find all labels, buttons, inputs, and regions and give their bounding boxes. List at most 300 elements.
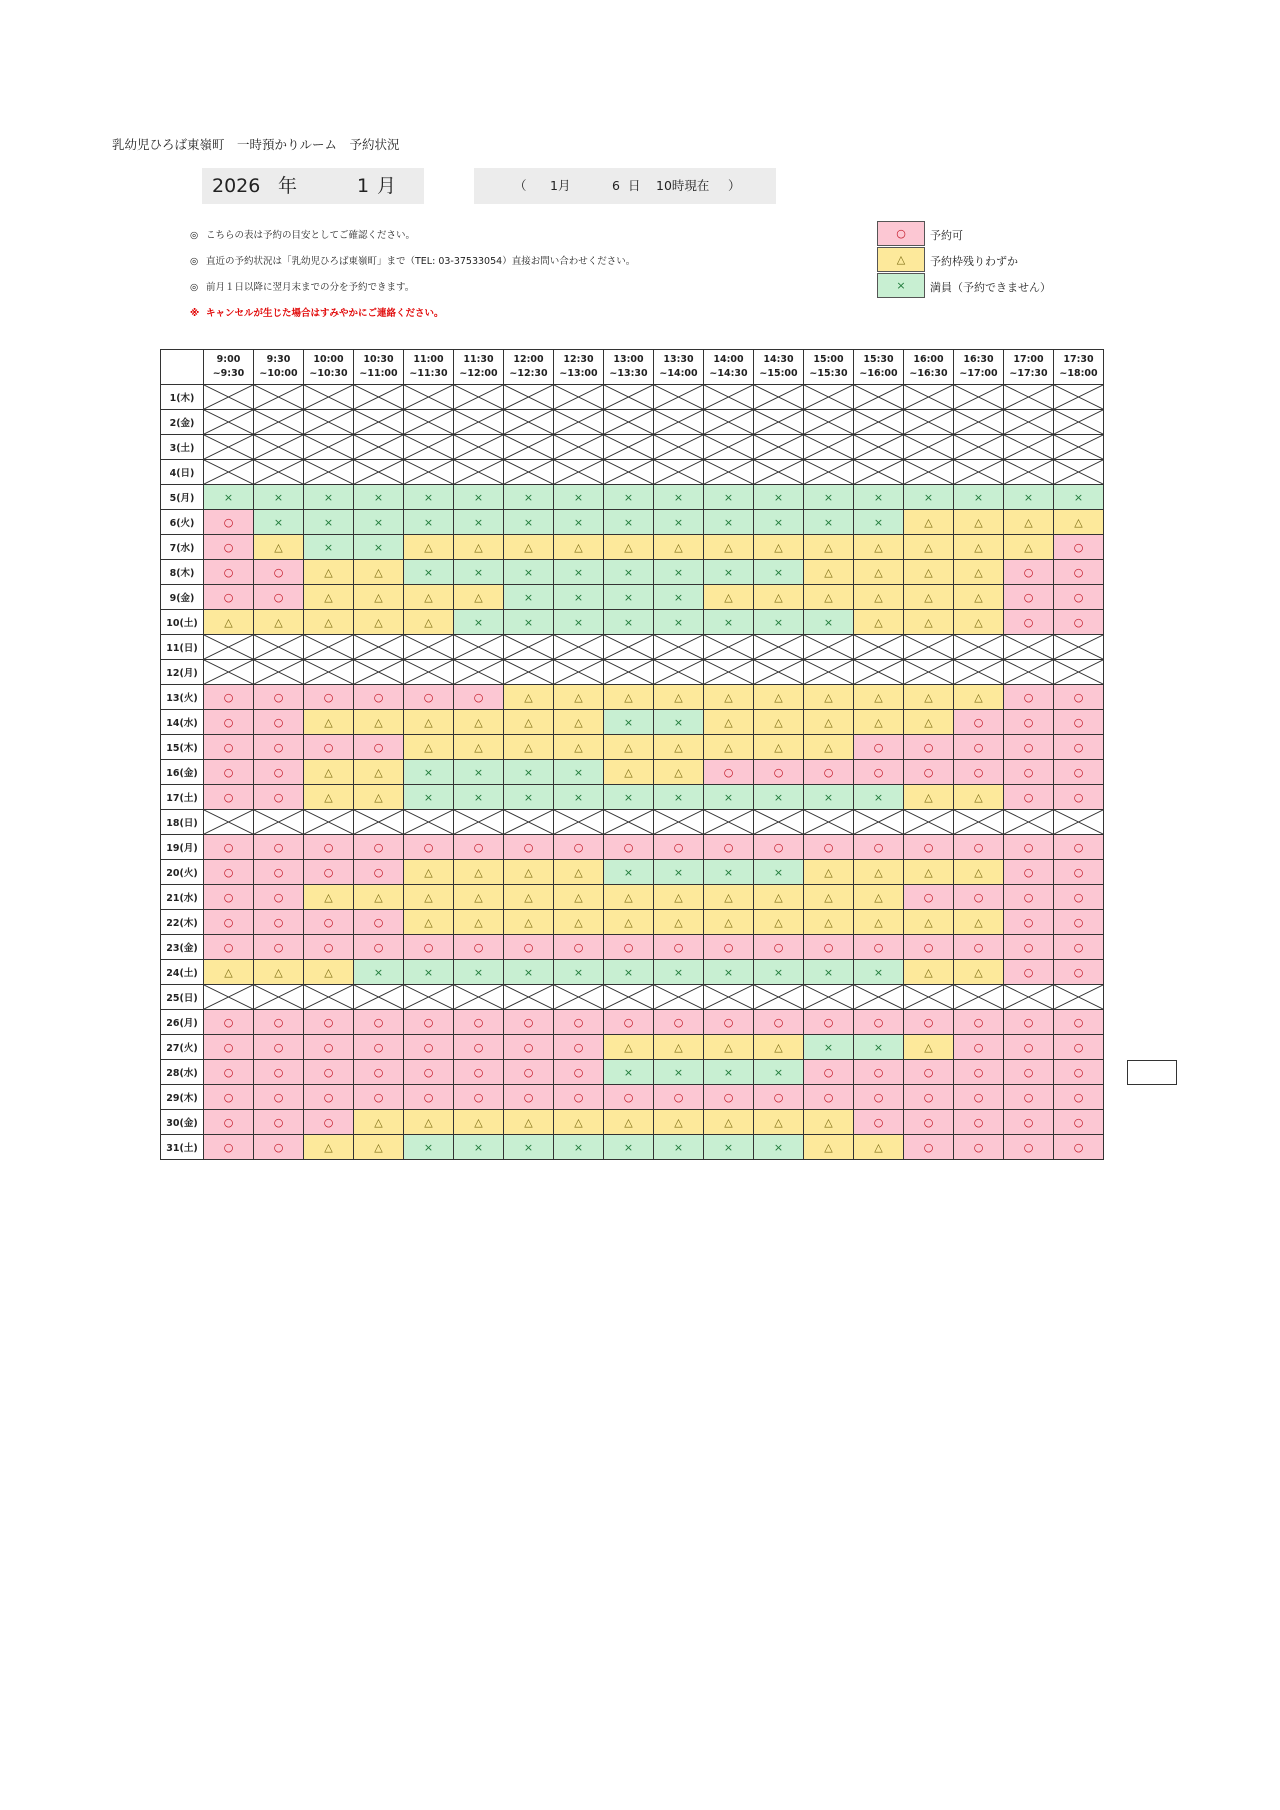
closed-cell <box>654 460 704 485</box>
closed-cell <box>454 985 504 1010</box>
slot-available: ○ <box>404 1085 454 1110</box>
slot-available: ○ <box>404 935 454 960</box>
slot-available: ○ <box>654 935 704 960</box>
legend-label-available: 予約可 <box>930 229 963 242</box>
slot-few-left: △ <box>604 760 654 785</box>
slot-available: ○ <box>404 1035 454 1060</box>
slot-full: × <box>804 960 854 985</box>
slot-available: ○ <box>1054 835 1104 860</box>
slot-start: 15:00 <box>813 354 844 365</box>
slot-full: × <box>1004 485 1054 510</box>
slot-full: × <box>404 510 454 535</box>
slot-few-left: △ <box>904 560 954 585</box>
slot-end: ~17:00 <box>959 368 998 379</box>
closed-cell <box>1004 385 1054 410</box>
closed-cell <box>904 985 954 1010</box>
day-label: 29(木) <box>161 1085 204 1110</box>
slot-full: × <box>854 1035 904 1060</box>
slot-available: ○ <box>1004 860 1054 885</box>
slot-full: × <box>654 1135 704 1160</box>
slot-full: × <box>254 510 304 535</box>
slot-available: ○ <box>854 1010 904 1035</box>
slot-available: ○ <box>1054 935 1104 960</box>
slot-available: ○ <box>354 935 404 960</box>
slot-available: ○ <box>1054 1010 1104 1035</box>
closed-cell <box>754 435 804 460</box>
note-2: ◎ 直近の予約状況は「乳幼児ひろば東嶺町」まで（TEL: 03-37533054）直接お問い合わせください。 <box>190 256 636 267</box>
slot-few-left: △ <box>804 860 854 885</box>
slot-few-left: △ <box>704 910 754 935</box>
closed-cell <box>1004 635 1054 660</box>
slot-few-left: △ <box>954 860 1004 885</box>
day-label: 17(土) <box>161 785 204 810</box>
slot-few-left: △ <box>904 910 954 935</box>
slot-few-left: △ <box>804 535 854 560</box>
closed-cell <box>354 435 404 460</box>
time-slot-header <box>704 350 754 385</box>
slot-few-left: △ <box>504 685 554 710</box>
slot-available: ○ <box>304 910 354 935</box>
slot-few-left: △ <box>204 960 254 985</box>
closed-cell <box>204 435 254 460</box>
closed-cell <box>404 410 454 435</box>
day-label: 2(金) <box>161 410 204 435</box>
slot-full: × <box>404 560 454 585</box>
slot-available: ○ <box>254 785 304 810</box>
slot-start: 11:00 <box>413 354 444 365</box>
slot-available: ○ <box>454 1010 504 1035</box>
slot-few-left: △ <box>404 535 454 560</box>
closed-cell <box>404 435 454 460</box>
slot-available: ○ <box>1004 785 1054 810</box>
slot-few-left: △ <box>854 1135 904 1160</box>
slot-available: ○ <box>1004 735 1054 760</box>
day-row <box>161 960 1104 985</box>
slot-full: × <box>704 785 754 810</box>
slot-few-left: △ <box>654 685 704 710</box>
day-row <box>161 1135 1104 1160</box>
slot-available: ○ <box>204 710 254 735</box>
closed-cell <box>754 385 804 410</box>
slot-full: × <box>554 785 604 810</box>
current-month: 1月 <box>550 178 571 193</box>
closed-cell <box>704 410 754 435</box>
slot-start: 12:00 <box>513 354 544 365</box>
slot-available: ○ <box>904 1060 954 1085</box>
current-date-box <box>474 168 776 204</box>
slot-full: × <box>754 560 804 585</box>
closed-cell <box>354 810 404 835</box>
slot-few-left: △ <box>304 960 354 985</box>
closed-cell <box>504 385 554 410</box>
slot-few-left: △ <box>754 585 804 610</box>
slot-full: × <box>454 560 504 585</box>
slot-few-left: △ <box>854 585 904 610</box>
slot-few-left: △ <box>554 885 604 910</box>
slot-full: × <box>754 485 804 510</box>
slot-available: ○ <box>204 685 254 710</box>
slot-few-left: △ <box>804 910 854 935</box>
closed-cell <box>854 635 904 660</box>
closed-cell <box>604 385 654 410</box>
slot-full: × <box>754 1135 804 1160</box>
slot-few-left: △ <box>854 710 904 735</box>
slot-few-left: △ <box>654 1035 704 1060</box>
slot-few-left: △ <box>254 535 304 560</box>
closed-cell <box>354 985 404 1010</box>
slot-full: × <box>804 510 854 535</box>
slot-start: 10:00 <box>313 354 344 365</box>
slot-few-left: △ <box>354 885 404 910</box>
slot-few-left: △ <box>954 510 1004 535</box>
slot-few-left: △ <box>754 710 804 735</box>
slot-available: ○ <box>1054 560 1104 585</box>
slot-available: ○ <box>254 935 304 960</box>
slot-few-left: △ <box>454 885 504 910</box>
closed-cell <box>304 410 354 435</box>
closed-cell <box>304 635 354 660</box>
slot-full: × <box>504 485 554 510</box>
closed-cell <box>1004 810 1054 835</box>
slot-available: ○ <box>604 1010 654 1035</box>
closed-cell <box>204 660 254 685</box>
closed-cell <box>404 810 454 835</box>
slot-available: ○ <box>304 860 354 885</box>
slot-available: ○ <box>1054 735 1104 760</box>
slot-available: ○ <box>504 935 554 960</box>
day-row <box>161 585 1104 610</box>
slot-available: ○ <box>1054 585 1104 610</box>
day-row <box>161 385 1104 410</box>
slot-start: 13:30 <box>663 354 694 365</box>
slot-start: 14:30 <box>763 354 794 365</box>
slot-available: ○ <box>904 735 954 760</box>
slot-available: ○ <box>204 785 254 810</box>
slot-few-left: △ <box>304 710 354 735</box>
closed-cell <box>604 460 654 485</box>
slot-few-left: △ <box>704 585 754 610</box>
slot-full: × <box>504 960 554 985</box>
slot-available: ○ <box>554 1010 604 1035</box>
reservation-table <box>160 349 1104 1160</box>
closed-cell <box>1054 385 1104 410</box>
slot-few-left: △ <box>354 560 404 585</box>
slot-full: × <box>654 860 704 885</box>
closed-cell <box>404 985 454 1010</box>
closed-cell <box>554 460 604 485</box>
slot-few-left: △ <box>804 1135 854 1160</box>
slot-few-left: △ <box>804 560 854 585</box>
slot-few-left: △ <box>404 860 454 885</box>
slot-available: ○ <box>954 1035 1004 1060</box>
closed-cell <box>454 435 504 460</box>
slot-end: ~12:00 <box>459 368 498 379</box>
slot-few-left: △ <box>404 735 454 760</box>
closed-cell <box>1054 810 1104 835</box>
slot-few-left: △ <box>954 610 1004 635</box>
slot-few-left: △ <box>404 585 454 610</box>
slot-available: ○ <box>904 1085 954 1110</box>
slot-few-left: △ <box>454 1110 504 1135</box>
day-label: 5(月) <box>161 485 204 510</box>
day-label: 15(木) <box>161 735 204 760</box>
slot-available: ○ <box>704 760 754 785</box>
closed-cell <box>704 810 754 835</box>
slot-available: ○ <box>704 835 754 860</box>
note-1: ◎ こちらの表は予約の目安としてご確認ください。 <box>190 230 416 241</box>
closed-cell <box>454 660 504 685</box>
closed-cell <box>904 460 954 485</box>
slot-full: × <box>854 510 904 535</box>
slot-available: ○ <box>254 1010 304 1035</box>
slot-few-left: △ <box>404 885 454 910</box>
slot-few-left: △ <box>954 910 1004 935</box>
slot-full: × <box>454 485 504 510</box>
day-label: 19(月) <box>161 835 204 860</box>
closed-cell <box>1004 985 1054 1010</box>
close-paren: ） <box>728 178 741 193</box>
slot-available: ○ <box>254 1035 304 1060</box>
slot-available: ○ <box>554 835 604 860</box>
slot-available: ○ <box>804 835 854 860</box>
slot-full: × <box>554 760 604 785</box>
closed-cell <box>654 810 704 835</box>
slot-available: ○ <box>1004 710 1054 735</box>
slot-available: ○ <box>204 560 254 585</box>
closed-cell <box>404 635 454 660</box>
slot-available: ○ <box>204 760 254 785</box>
time-slot-header <box>754 350 804 385</box>
closed-cell <box>804 660 854 685</box>
closed-cell <box>354 460 404 485</box>
slot-full: × <box>454 610 504 635</box>
slot-full: × <box>854 785 904 810</box>
slot-end: ~13:30 <box>609 368 648 379</box>
slot-few-left: △ <box>454 535 504 560</box>
slot-few-left: △ <box>304 610 354 635</box>
slot-full: × <box>304 485 354 510</box>
slot-full: × <box>254 485 304 510</box>
slot-few-left: △ <box>304 885 354 910</box>
day-row <box>161 510 1104 535</box>
year-value: 2026 <box>212 175 261 197</box>
slot-available: ○ <box>254 735 304 760</box>
slot-available: ○ <box>954 1085 1004 1110</box>
slot-available: ○ <box>1054 785 1104 810</box>
slot-available: ○ <box>854 1085 904 1110</box>
time-slot-header <box>354 350 404 385</box>
slot-few-left: △ <box>754 685 804 710</box>
closed-cell <box>354 635 404 660</box>
slot-available: ○ <box>1054 885 1104 910</box>
day-label: 31(土) <box>161 1135 204 1160</box>
slot-available: ○ <box>854 760 904 785</box>
slot-full: × <box>554 610 604 635</box>
slot-available: ○ <box>854 1060 904 1085</box>
slot-full: × <box>654 1060 704 1085</box>
slot-available: ○ <box>354 1010 404 1035</box>
closed-cell <box>554 810 604 835</box>
slot-available: ○ <box>954 735 1004 760</box>
slot-available: ○ <box>254 560 304 585</box>
slot-available: ○ <box>754 1010 804 1035</box>
closed-cell <box>354 410 404 435</box>
slot-few-left: △ <box>454 710 504 735</box>
current-day-unit: 日 <box>628 178 641 193</box>
closed-cell <box>854 410 904 435</box>
slot-available: ○ <box>904 1010 954 1035</box>
slot-end: ~17:30 <box>1009 368 1048 379</box>
slot-available: ○ <box>454 685 504 710</box>
slot-full: × <box>754 610 804 635</box>
slot-full: × <box>654 585 704 610</box>
closed-cell <box>204 410 254 435</box>
slot-available: ○ <box>1054 960 1104 985</box>
day-label: 6(火) <box>161 510 204 535</box>
closed-cell <box>354 660 404 685</box>
closed-cell <box>254 810 304 835</box>
slot-full: × <box>654 510 704 535</box>
slot-end: ~10:00 <box>259 368 298 379</box>
closed-cell <box>754 810 804 835</box>
slot-available: ○ <box>1004 685 1054 710</box>
day-label: 12(月) <box>161 660 204 685</box>
closed-cell <box>854 460 904 485</box>
closed-cell <box>204 810 254 835</box>
slot-end: ~14:00 <box>659 368 698 379</box>
legend-label-full: 満員（予約できません） <box>930 281 1051 294</box>
slot-few-left: △ <box>804 735 854 760</box>
closed-cell <box>804 635 854 660</box>
time-slot-header <box>404 350 454 385</box>
closed-cell <box>304 660 354 685</box>
slot-available: ○ <box>604 1085 654 1110</box>
slot-few-left: △ <box>554 735 604 760</box>
time-slot-header <box>804 350 854 385</box>
slot-available: ○ <box>754 935 804 960</box>
slot-full: × <box>504 610 554 635</box>
day-label: 23(金) <box>161 935 204 960</box>
slot-few-left: △ <box>904 585 954 610</box>
slot-few-left: △ <box>454 585 504 610</box>
slot-few-left: △ <box>654 760 704 785</box>
day-row <box>161 485 1104 510</box>
slot-available: ○ <box>304 1110 354 1135</box>
day-label: 30(金) <box>161 1110 204 1135</box>
day-row <box>161 735 1104 760</box>
slot-available: ○ <box>1004 1110 1054 1135</box>
slot-few-left: △ <box>854 860 904 885</box>
closed-cell <box>954 985 1004 1010</box>
closed-cell <box>604 635 654 660</box>
closed-cell <box>954 435 1004 460</box>
closed-cell <box>754 635 804 660</box>
slot-few-left: △ <box>454 860 504 885</box>
slot-available: ○ <box>1004 560 1054 585</box>
slot-full: × <box>604 960 654 985</box>
closed-cell <box>1004 435 1054 460</box>
closed-cell <box>504 460 554 485</box>
slot-available: ○ <box>1054 1035 1104 1060</box>
slot-few-left: △ <box>504 735 554 760</box>
slot-available: ○ <box>754 760 804 785</box>
day-row <box>161 560 1104 585</box>
slot-few-left: △ <box>1004 510 1054 535</box>
day-label: 14(水) <box>161 710 204 735</box>
closed-cell <box>804 385 854 410</box>
slot-available: ○ <box>254 835 304 860</box>
slot-available: ○ <box>704 1010 754 1035</box>
day-row <box>161 785 1104 810</box>
closed-cell <box>504 435 554 460</box>
slot-full: × <box>604 560 654 585</box>
slot-few-left: △ <box>954 960 1004 985</box>
day-row <box>161 535 1104 560</box>
slot-few-left: △ <box>454 735 504 760</box>
day-label: 4(日) <box>161 460 204 485</box>
slot-available: ○ <box>354 1085 404 1110</box>
slot-start: 13:00 <box>613 354 644 365</box>
slot-few-left: △ <box>504 1110 554 1135</box>
slot-few-left: △ <box>904 610 954 635</box>
legend-swatch-full: × <box>877 273 925 298</box>
slot-few-left: △ <box>604 685 654 710</box>
closed-cell <box>804 985 854 1010</box>
slot-full: × <box>504 560 554 585</box>
slot-available: ○ <box>204 935 254 960</box>
day-label: 7(水) <box>161 535 204 560</box>
slot-full: × <box>554 960 604 985</box>
closed-cell <box>754 410 804 435</box>
closed-cell <box>954 635 1004 660</box>
slot-full: × <box>604 710 654 735</box>
day-row <box>161 635 1104 660</box>
slot-available: ○ <box>1054 1135 1104 1160</box>
slot-full: × <box>704 510 754 535</box>
slot-few-left: △ <box>954 685 1004 710</box>
slot-few-left: △ <box>354 610 404 635</box>
time-slot-header <box>204 350 254 385</box>
day-row <box>161 1010 1104 1035</box>
slot-available: ○ <box>904 935 954 960</box>
slot-full: × <box>754 860 804 885</box>
slot-available: ○ <box>404 835 454 860</box>
slot-available: ○ <box>204 1010 254 1035</box>
slot-few-left: △ <box>704 685 754 710</box>
closed-cell <box>654 410 704 435</box>
slot-full: × <box>754 510 804 535</box>
closed-cell <box>704 435 754 460</box>
slot-available: ○ <box>1004 835 1054 860</box>
day-label: 13(火) <box>161 685 204 710</box>
slot-few-left: △ <box>904 960 954 985</box>
closed-cell <box>704 460 754 485</box>
closed-cell <box>754 985 804 1010</box>
slot-available: ○ <box>204 860 254 885</box>
slot-available: ○ <box>954 710 1004 735</box>
slot-few-left: △ <box>554 910 604 935</box>
year-unit: 年 <box>278 175 298 197</box>
slot-start: 17:30 <box>1063 354 1094 365</box>
slot-full: × <box>654 560 704 585</box>
slot-full: × <box>604 510 654 535</box>
day-label: 24(土) <box>161 960 204 985</box>
slot-full: × <box>704 960 754 985</box>
slot-few-left: △ <box>954 535 1004 560</box>
closed-cell <box>704 985 754 1010</box>
closed-cell <box>204 460 254 485</box>
closed-cell <box>454 810 504 835</box>
